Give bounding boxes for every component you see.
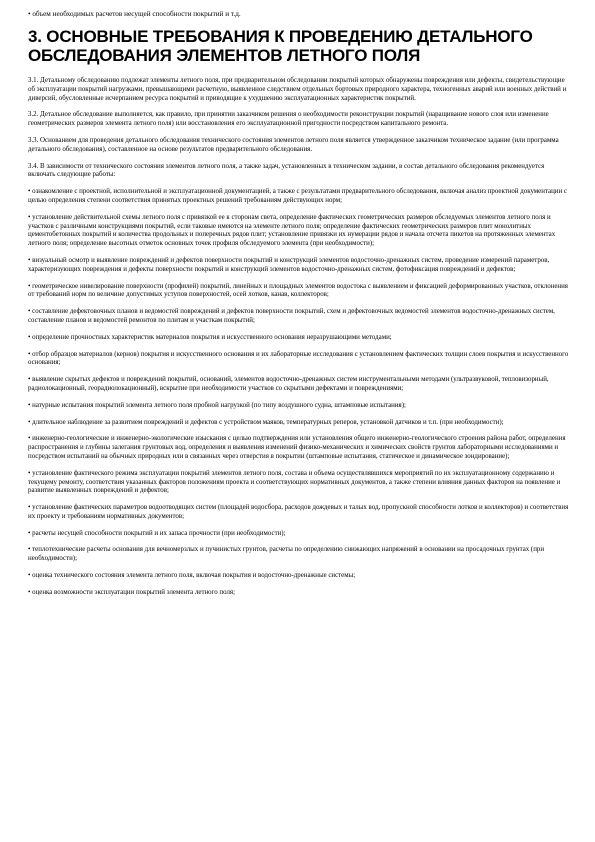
list-item: • выявление скрытых дефектов и повреждений покрытий, оснований, элементов водосточно-дренажных систем инструментальными методами (ультразвуковой, тепловизорный, радиолокационный, георадиолокационный), вскрытие при необходимости участков со скрытыми дефектами и повреждениями; — [28, 376, 570, 394]
list-item: • инженерно-геологические и инженерно-экологические изыскания с целью подтверждения или установления общего инженерно-геологического строения района работ, определения распространения и глубины залегания грунтовых вод, определения и выявления изменений физико-механических и химических свойств грунтов лабораторными исследованиями и посредством испытаний на обычных природных или в связанных через отверстия в покрытии (штамповые испытания, статическое и динамическое зондирование); — [28, 435, 570, 461]
lead-bullet: • объем необходимых расчетов несущей способности покрытий и т.д. — [28, 10, 241, 18]
paragraph-3-4: 3.4. В зависимости от технического состояния элементов летного поля, а также задач, установленных в техническом задании, в состав детального обследования рекомендуется включать следующие работы: — [28, 162, 545, 179]
list-item: • ознакомление с проектной, исполнительной и эксплуатационной документацией, а также с результатами предварительного обследования, включая анализ проектной документации с целью определения степени соответствия принятых проектных решений требованиям действующих норм; — [28, 188, 570, 206]
list-item: • оценка возможности эксплуатации покрытий элемента летного поля; — [28, 589, 570, 598]
list-item: • геометрическое нивелирование поверхности (профилей) покрытий, линейных и площадных элементов водостока с выявлением и фиксацией деформированных участков, отклонения от требований норм по величине допустимых уступов поверхностей, осей лотков, канав, коллекторов; — [28, 283, 570, 301]
list-item: • установление действительной схемы летного поля с привязкой ее к сторонам света, определение фактических геометрических размеров обследуемых элементов летного поля и участков с различными конструкциями покрытий, если таковые имеются на элементе летного поля; определение фактических геометрических размеров плит монолитных цементобетонных покрытий и количества продольных и поперечных рядов плит; установление привязки их нумерации рядов и начала отсчета пикетов на протяженных элементах летного поля; определение высотных отметок основных точек профиля обследуемого элемента (при необходимости); — [28, 214, 570, 249]
paragraph-3-1: 3.1. Детальному обследованию подлежат элементы летного поля, при предварительном обследовании покрытий которых обнаружены повреждения или дефекты, свидетельствующие об эксплуатации покрытий нагрузками, превышающими расчетную, выявленное следствием отдельных бортовых природного характера, техногенных аварий или военных действий и диверсий, обусловленные исчерпанием ресурса покрытий и приводящие к ухудшению эксплуатационных характеристик покрытий. — [28, 77, 567, 102]
list-item: • составление дефектовочных планов и ведомостей повреждений и дефектов поверхности покрытий, схем и дефектовочных ведомостей элементов водосточно-дренажных систем, составление планов и ведомостей ремонтов по плитам и участкам покрытий; — [28, 308, 570, 326]
work-items-list — [28, 188, 570, 598]
list-item: • оценка технического состояния элемента летного поля, включая покрытия и водосточно-дренажные системы; — [28, 572, 570, 581]
list-item: • расчеты несущей способности покрытий и их запаса прочности (при необходимости); — [28, 530, 570, 539]
list-item: • теплотехнические расчеты основания для вечномерзлых и пучинистых грунтов, расчеты по определению снижающих напряжений в основании на просадочных грунтах (при необходимости); — [28, 546, 570, 564]
list-item: • визуальный осмотр и выявление повреждений и дефектов поверхности покрытий и конструкций элементов водосточно-дренажных систем, проведение измерений параметров, характеризующих повреждения и дефекты поверхности покрытий и конструкций элементов водосточно-дренажных систем, фотофиксация повреждений и дефектов; — [28, 257, 570, 275]
list-item: • отбор образцов материалов (кернов) покрытия и искусственного основания и их лабораторные исследования с установлением фактических толщин слоев покрытия и искусственного основания; — [28, 351, 570, 369]
list-item: • натурные испытания покрытий элемента летного поля пробной нагрузкой (по типу воздушного судна, штамповые испытания); — [28, 402, 570, 411]
list-item: • определение прочностных характеристик материалов покрытия и искусственного основания неразрушающими методами; — [28, 334, 570, 343]
section-heading: 3. ОСНОВНЫЕ ТРЕБОВАНИЯ К ПРОВЕДЕНИЮ ДЕТАЛЬНОГО ОБСЛЕДОВАНИЯ ЭЛЕМЕНТОВ ЛЕТНОГО ПОЛЯ — [28, 27, 533, 65]
list-item: • длительное наблюдение за развитием повреждений и дефектов с устройством маяков, температурных реперов, установкой датчиков и т.п. (при необходимости); — [28, 419, 570, 428]
paragraph-3-2: 3.2. Детальное обследование выполняется, как правило, при принятии заказчиком решения о необходимости реконструкции покрытий (наращивание нового слоя или изменение геометрических размеров элемента летного поля) или восстановления его эксплуатационной пригодности посредством капитального ремонта. — [28, 111, 549, 128]
paragraph-3-3: 3.3. Основанием для проведения детального обследования технического состояния элементов летного поля является утвержденное заказчиком техническое задание (или программа детального обследования), составленное на основе результатов предварительного обследования. — [28, 136, 559, 153]
list-item: • установление фактических параметров водоотводящих систем (площадей водосбора, расходов дождевых и талых вод, пропускной способности лотков и коллекторов) и соответствия их проекту и требованиям нормативных документов; — [28, 504, 570, 522]
document-page — [28, 10, 570, 606]
list-item: • установление фактического режима эксплуатации покрытий элементов летного поля, состава и объема осуществлявшихся мероприятий по их эксплуатационному содержанию и текущему ремонту, соответствия указанных факторов положениям проекта и соответствующих нормативных документов, а также степени влияния данных факторов на появление и развитие выявленных повреждений и дефектов; — [28, 470, 570, 496]
